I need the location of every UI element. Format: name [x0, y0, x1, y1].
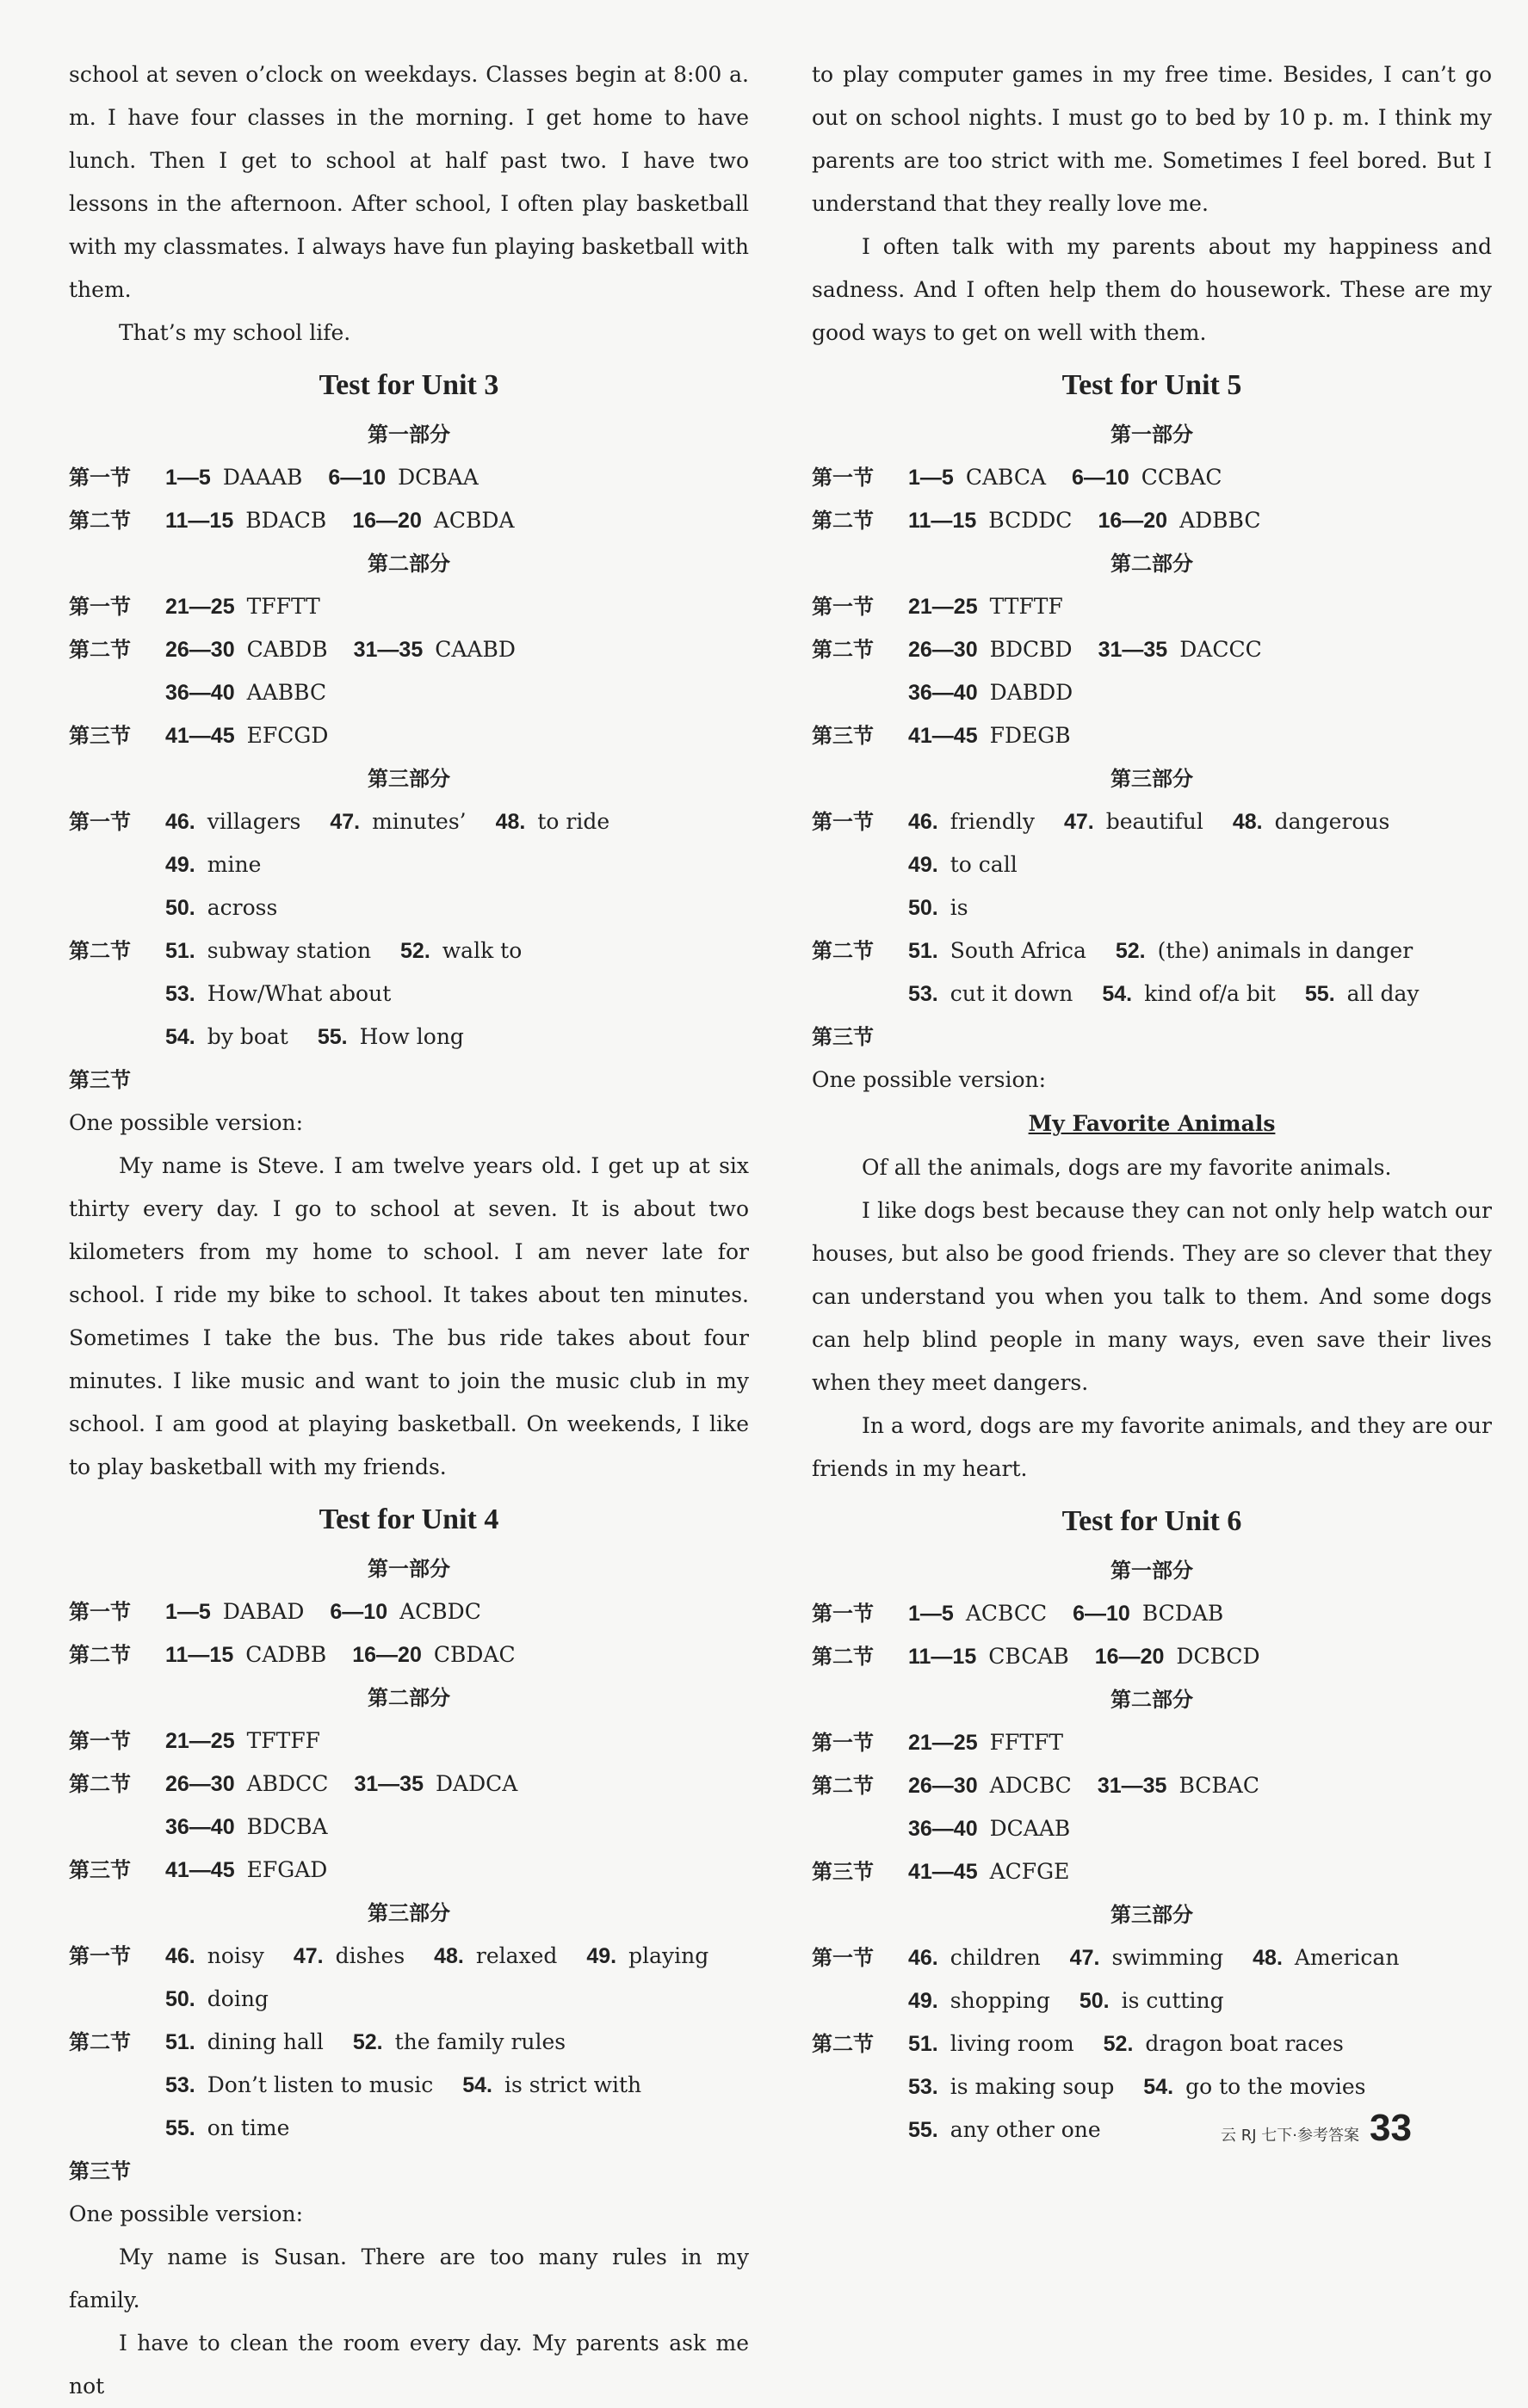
q-number: 48. — [1232, 810, 1263, 834]
part-heading: 第一部分 — [1110, 1559, 1193, 1583]
q-range: 1—5 — [165, 1600, 211, 1624]
answers: TFTFF — [246, 1728, 321, 1753]
answer-text: How/What about — [207, 981, 392, 1006]
answers: EFCGD — [246, 723, 329, 748]
answers: ACBDC — [399, 1599, 481, 1624]
answer-text: (the) animals in danger — [1157, 938, 1414, 963]
fill-row — [812, 800, 1492, 886]
fill-row-continued — [812, 972, 1492, 1016]
fill-row — [812, 1936, 1492, 1979]
answer-text: dragon boat races — [1145, 2031, 1344, 2056]
section-label: 第一节 — [69, 1600, 131, 1624]
q-number: 52. — [1103, 2032, 1134, 2056]
answer-row — [812, 1764, 1492, 1807]
section-label: 第二节 — [812, 2032, 874, 2056]
book-tag: 云 RJ 七下·参考答案 — [1221, 2127, 1359, 2145]
answers: FFTFT — [989, 1730, 1064, 1755]
part-heading: 第三部分 — [368, 1901, 450, 1925]
q-number: 50. — [165, 896, 195, 920]
section-label: 第一节 — [69, 1944, 131, 1968]
q-range: 11—15 — [908, 1645, 977, 1669]
fill-row — [69, 2021, 749, 2064]
q-number: 50. — [165, 1987, 195, 2011]
q-number: 54. — [1143, 2075, 1174, 2099]
q-number: 47. — [1063, 810, 1094, 834]
part-heading: 第二部分 — [368, 1686, 450, 1710]
answer-row — [69, 628, 749, 671]
q-number: 52. — [400, 939, 430, 963]
unit5-section — [812, 363, 1492, 1491]
q-number: 49. — [586, 1944, 617, 1968]
answers: CAABD — [435, 637, 516, 662]
q-number: 47. — [293, 1944, 324, 1968]
answer-row — [69, 1633, 749, 1676]
section-label: 第三节 — [69, 1068, 131, 1092]
answer-text: villagers — [207, 809, 301, 834]
answers: EFGAD — [246, 1857, 328, 1882]
answers: ACFGE — [989, 1859, 1070, 1884]
answer-text: friendly — [950, 809, 1035, 834]
section-label: 第一节 — [812, 595, 874, 619]
q-number: 46. — [908, 810, 938, 834]
section-label: 第一节 — [812, 1946, 874, 1970]
answers: DCAAB — [989, 1816, 1071, 1841]
answer-text: cut it down — [950, 981, 1073, 1006]
part-heading: 第二部分 — [368, 552, 450, 576]
answers: ADBBC — [1179, 508, 1261, 533]
answer-row — [69, 1763, 749, 1806]
part-heading: 第三部分 — [368, 767, 450, 791]
answer-row — [812, 1850, 1492, 1893]
answers: ABDCC — [246, 1771, 329, 1796]
q-range: 31—35 — [1098, 638, 1168, 662]
section-label: 第二节 — [812, 939, 874, 963]
answers: DCBAA — [398, 465, 479, 490]
q-number: 55. — [317, 1025, 348, 1049]
fill-row — [69, 929, 749, 1016]
part-heading: 第一部分 — [368, 423, 450, 447]
q-range: 41—45 — [908, 1860, 978, 1884]
sample-essay: In a word, dogs are my favorite animals, and they are our friends in my heart. — [812, 1413, 1492, 1481]
part-heading: 第三部分 — [1110, 767, 1193, 791]
answer-text: Don’t listen to music — [207, 2072, 434, 2097]
answers: CABDB — [246, 637, 328, 662]
unit-title: Test for Unit 6 — [1061, 1505, 1242, 1537]
section-label: 第一节 — [812, 1731, 874, 1755]
answer-row — [69, 1590, 749, 1633]
q-number: 48. — [434, 1944, 464, 1968]
answer-text: shopping — [950, 1988, 1050, 2013]
q-range: 21—25 — [165, 595, 235, 619]
q-number: 54. — [462, 2073, 493, 2097]
answers: TFFTT — [246, 594, 320, 619]
answer-row — [812, 1721, 1492, 1764]
q-range: 1—5 — [908, 466, 954, 490]
answers: BCDDC — [988, 508, 1073, 533]
answers: BDACB — [245, 508, 327, 533]
answers: CABCA — [965, 465, 1047, 490]
answer-row — [69, 456, 749, 499]
section-label: 第三节 — [812, 1860, 874, 1884]
answer-row — [812, 456, 1492, 499]
q-range: 6—10 — [1072, 466, 1129, 490]
sample-essay: My name is Steve. I am twelve years old. I get up at six thirty every day. I go to school at seven. It is about two kilometers from my home to school. I am never late for school. I ride my bike to school. It takes about ten minutes. Sometimes I take the bus. The bus ride takes about four minutes. I like music and want to join the music club in my school. I am good at playing basketball. On weekends, I like to play basketball with my friends. — [69, 1153, 749, 1479]
q-range: 26—30 — [165, 638, 235, 662]
answer-text: by boat — [207, 1024, 288, 1049]
answer-text: South Africa — [950, 938, 1086, 963]
answer-text: kind of/a bit — [1144, 981, 1276, 1006]
section-label: 第一节 — [812, 810, 874, 834]
section-label: 第二节 — [69, 638, 131, 662]
part-heading: 第一部分 — [368, 1557, 450, 1581]
q-number: 53. — [165, 2073, 195, 2097]
q-number: 53. — [165, 982, 195, 1006]
q-range: 31—35 — [1097, 1774, 1167, 1798]
q-range: 31—35 — [353, 638, 424, 662]
q-number: 55. — [908, 2118, 938, 2142]
section-label: 第三节 — [812, 724, 874, 748]
q-range: 21—25 — [165, 1729, 235, 1753]
answers: CADBB — [245, 1642, 327, 1667]
version-label: One possible version: — [69, 2201, 304, 2226]
answer-text: swimming — [1111, 1945, 1224, 1970]
unit-title: Test for Unit 5 — [1061, 369, 1242, 401]
fill-row — [812, 2022, 1492, 2065]
q-range: 36—40 — [165, 681, 235, 705]
section-label: 第三节 — [812, 1025, 874, 1049]
q-number: 55. — [1304, 982, 1335, 1006]
q-range: 16—20 — [352, 509, 422, 533]
fill-row-continued — [69, 1016, 749, 1059]
answer-text: is — [950, 895, 968, 920]
answer-text: is cutting — [1121, 1988, 1224, 2013]
unit4-section — [69, 1497, 749, 2408]
q-range: 21—25 — [908, 595, 978, 619]
answers: CCBAC — [1141, 465, 1222, 490]
section-label: 第一节 — [69, 595, 131, 619]
essay-continued: I often talk with my parents about my happiness and sadness. And I often help them do housework. These are my good ways to get on well with them. — [812, 234, 1492, 345]
q-number: 54. — [1102, 982, 1133, 1006]
section-label: 第一节 — [69, 1729, 131, 1753]
answers: DAAAB — [222, 465, 303, 490]
answers: DADCA — [435, 1771, 518, 1796]
answers: BDCBD — [989, 637, 1073, 662]
answer-text: noisy — [207, 1943, 264, 1968]
q-number: 46. — [165, 1944, 195, 1968]
q-number: 48. — [495, 810, 526, 834]
answers: ADCBC — [989, 1773, 1072, 1798]
q-number: 51. — [908, 939, 938, 963]
intro-paragraph: school at seven o’clock on weekdays. Classes begin at 8:00 a. m. I have four classes in the morning. I get home to have lunch. Then I get to school at half past two. I have two lessons in the afternoon. After school, I often play basketball with my classmates. I always have fun playing basketball with them. — [69, 62, 749, 302]
q-range: 11—15 — [908, 509, 977, 533]
answer-text: mine — [207, 852, 262, 877]
section-label: 第三节 — [69, 2159, 131, 2183]
q-number: 52. — [1115, 939, 1146, 963]
section-label: 第一节 — [69, 810, 131, 834]
fill-row — [812, 929, 1492, 972]
unit6-section — [812, 1499, 1492, 2152]
answer-text: across — [207, 895, 278, 920]
answer-row — [812, 628, 1492, 671]
fill-row-continued — [69, 886, 749, 929]
answer-text: any other one — [950, 2117, 1101, 2142]
version-label: One possible version: — [69, 1110, 304, 1135]
sample-essay: Of all the animals, dogs are my favorite animals. — [862, 1155, 1392, 1180]
section-label: 第一节 — [69, 466, 131, 490]
q-range: 16—20 — [352, 1643, 422, 1667]
q-number: 52. — [352, 2030, 383, 2054]
q-number: 53. — [908, 2075, 938, 2099]
part-heading: 第一部分 — [1110, 423, 1193, 447]
answer-text: children — [950, 1945, 1041, 1970]
q-range: 26—30 — [908, 638, 978, 662]
sample-essay: I like dogs best because they can not only help watch our houses, but also be good friends. They are so clever that they can understand you when you talk to them. And some dogs can help blind people in many ways, even save their lives when they meet dangers. — [812, 1198, 1492, 1395]
answer-text: the family rules — [394, 2029, 566, 2054]
answers: CBCAB — [988, 1644, 1069, 1669]
right-column — [812, 53, 1492, 2152]
answer-row — [812, 1592, 1492, 1635]
sample-essay: I have to clean the room every day. My parents ask me not — [69, 2331, 749, 2399]
essay-continued: to play computer games in my free time. Besides, I can’t go out on school nights. I must go to bed by 10 p. m. I think my parents are too strict with me. Sometimes I feel bored. But I understand that they really love me. — [812, 62, 1492, 216]
answers: AABBC — [246, 680, 327, 705]
unit-title: Test for Unit 3 — [319, 369, 499, 401]
part-heading: 第三部分 — [1110, 1903, 1193, 1927]
part-heading: 第二部分 — [1110, 1688, 1193, 1712]
answer-text: minutes’ — [372, 809, 467, 834]
answer-text: beautiful — [1105, 809, 1203, 834]
q-range: 21—25 — [908, 1731, 978, 1755]
answer-row — [812, 714, 1492, 757]
answers: BCBAC — [1178, 1773, 1259, 1798]
answer-row-continued — [69, 671, 749, 714]
answer-text: doing — [207, 1986, 269, 2011]
q-range: 6—10 — [330, 1600, 388, 1624]
page-footer — [1221, 2107, 1412, 2150]
left-column — [69, 53, 749, 2408]
answer-text: relaxed — [475, 1943, 558, 1968]
answer-text: all day — [1346, 981, 1420, 1006]
intro-closing: That’s my school life. — [119, 320, 351, 345]
essay-title: My Favorite Animals — [1028, 1111, 1276, 1136]
q-number: 49. — [165, 853, 195, 877]
section-label: 第二节 — [812, 1645, 874, 1669]
answers: BCDAB — [1141, 1601, 1224, 1626]
answer-text: living room — [950, 2031, 1074, 2056]
answer-text: dining hall — [207, 2029, 324, 2054]
q-range: 26—30 — [908, 1774, 978, 1798]
answers: DCBCD — [1176, 1644, 1260, 1669]
section-label: 第二节 — [69, 1643, 131, 1667]
answer-text: How long — [359, 1024, 464, 1049]
answer-text: playing — [628, 1943, 709, 1968]
q-range: 6—10 — [1073, 1602, 1130, 1626]
q-number: 49. — [908, 1989, 938, 2013]
answer-row — [812, 1635, 1492, 1678]
q-range: 36—40 — [908, 1817, 978, 1841]
answer-text: to call — [950, 852, 1018, 877]
answers: FDEGB — [989, 723, 1071, 748]
answer-row — [69, 714, 749, 757]
answer-text: on time — [207, 2115, 290, 2140]
q-number: 55. — [165, 2116, 195, 2140]
fill-row — [69, 800, 749, 886]
unit-title: Test for Unit 4 — [319, 1503, 499, 1535]
q-number: 51. — [165, 2030, 195, 2054]
answers: CBDAC — [433, 1642, 516, 1667]
section-label: 第一节 — [812, 1602, 874, 1626]
fill-row-continued — [69, 1978, 749, 2021]
section-label: 第二节 — [812, 1774, 874, 1798]
answer-row — [812, 499, 1492, 542]
unit3-section — [69, 363, 749, 1489]
answer-row — [69, 499, 749, 542]
answer-text: dangerous — [1274, 809, 1390, 834]
answers: DACCC — [1179, 637, 1262, 662]
answers: DABAD — [222, 1599, 305, 1624]
part-heading: 第二部分 — [1110, 552, 1193, 576]
q-range: 41—45 — [165, 1858, 235, 1882]
q-number: 51. — [165, 939, 195, 963]
q-range: 1—5 — [908, 1602, 954, 1626]
q-range: 41—45 — [165, 724, 235, 748]
section-label: 第二节 — [69, 2030, 131, 2054]
q-number: 46. — [908, 1946, 938, 1970]
answer-text: is making soup — [950, 2074, 1115, 2099]
answer-text: to ride — [537, 809, 610, 834]
q-range: 6—10 — [328, 466, 387, 490]
q-number: 46. — [165, 810, 195, 834]
fill-row-continued — [69, 2064, 749, 2150]
q-number: 51. — [908, 2032, 938, 2056]
q-number: 49. — [908, 853, 938, 877]
section-label: 第二节 — [69, 509, 131, 533]
section-label: 第三节 — [69, 724, 131, 748]
q-number: 50. — [908, 896, 938, 920]
q-range: 16—20 — [1094, 1645, 1165, 1669]
q-number: 47. — [1069, 1946, 1100, 1970]
q-number: 54. — [165, 1025, 195, 1049]
q-number: 47. — [330, 810, 361, 834]
sample-essay: My name is Susan. There are too many rules in my family. — [69, 2244, 749, 2312]
answers: ACBCC — [965, 1601, 1048, 1626]
q-number: 50. — [1079, 1989, 1110, 2013]
answer-row — [812, 585, 1492, 628]
answer-row-continued — [812, 671, 1492, 714]
q-number: 53. — [908, 982, 938, 1006]
q-range: 31—35 — [354, 1772, 424, 1796]
answer-row-continued — [812, 1807, 1492, 1850]
q-range: 16—20 — [1098, 509, 1168, 533]
q-range: 36—40 — [908, 681, 978, 705]
q-range: 41—45 — [908, 724, 978, 748]
answer-text: subway station — [207, 938, 372, 963]
answer-text: is strict with — [504, 2072, 642, 2097]
section-label: 第二节 — [812, 509, 874, 533]
section-label: 第三节 — [69, 1858, 131, 1882]
answers: DABDD — [989, 680, 1073, 705]
fill-row-continued — [812, 1979, 1492, 2022]
answer-row-continued — [69, 1806, 749, 1849]
answer-row — [69, 1720, 749, 1763]
answers: BDCBA — [246, 1814, 328, 1839]
section-label: 第二节 — [812, 638, 874, 662]
q-range: 36—40 — [165, 1815, 235, 1839]
section-label: 第一节 — [812, 466, 874, 490]
answer-text: walk to — [442, 938, 523, 963]
q-range: 26—30 — [165, 1772, 235, 1796]
answer-row — [69, 585, 749, 628]
q-range: 11—15 — [165, 1643, 234, 1667]
answer-row — [69, 1849, 749, 1892]
answer-text: American — [1294, 1945, 1400, 1970]
page-number: 33 — [1369, 2107, 1412, 2149]
section-label: 第二节 — [69, 939, 131, 963]
fill-row — [69, 1935, 749, 1978]
q-range: 1—5 — [165, 466, 211, 490]
q-range: 11—15 — [165, 509, 234, 533]
answers: ACBDA — [433, 508, 515, 533]
answers: TTFTF — [989, 594, 1063, 619]
answer-text: dishes — [335, 1943, 405, 1968]
answer-text: go to the movies — [1185, 2074, 1366, 2099]
version-label: One possible version: — [812, 1067, 1047, 1092]
section-label: 第二节 — [69, 1772, 131, 1796]
fill-row-continued — [812, 886, 1492, 929]
q-number: 48. — [1253, 1946, 1283, 1970]
